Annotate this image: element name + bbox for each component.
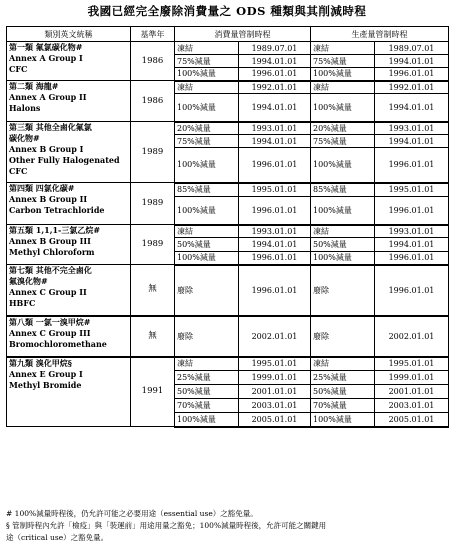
consumption-action-cell: 20%減量 [175, 122, 239, 135]
table-row [7, 183, 449, 197]
production-action-cell: 50%減量 [311, 238, 375, 252]
footnotes [6, 508, 448, 544]
consumption-action-cell: 70%減量 [175, 399, 239, 413]
consumption-date-cell: 1989.07.01 [239, 42, 311, 55]
production-date-cell: 2002.01.01 [375, 316, 449, 357]
consumption-action-cell: 100%減量 [175, 68, 239, 81]
footnote-critical-use: 途（critical use）之豁免量。 [6, 533, 109, 542]
production-action-cell: 凍結 [311, 225, 375, 238]
category-line: Halons [9, 103, 41, 113]
category-line: 第五類 1,1,1-三氯乙烷# [9, 225, 101, 235]
category-line: 第四類 四氯化碳# [9, 183, 75, 193]
production-date-cell: 1992.01.01 [375, 81, 449, 94]
production-action-cell: 50%減量 [311, 385, 375, 399]
table-row [7, 122, 449, 135]
base-year-cell: 無 [131, 316, 175, 357]
consumption-action-cell: 100%減量 [175, 197, 239, 225]
production-date-cell: 1999.01.01 [375, 371, 449, 385]
production-date-cell: 1993.01.01 [375, 122, 449, 135]
table-row [7, 81, 449, 94]
production-date-cell: 1996.01.01 [375, 148, 449, 183]
consumption-action-cell: 100%減量 [175, 148, 239, 183]
consumption-date-cell: 1996.01.01 [239, 252, 311, 265]
category-cell [7, 122, 131, 183]
category-line: 第三類 其他全鹵化氟氯 [9, 122, 92, 132]
consumption-action-cell: 100%減量 [175, 94, 239, 122]
category-line: 第二類 海龍# [9, 81, 59, 91]
production-date-cell: 2003.01.01 [375, 399, 449, 413]
base-year-cell: 1986 [131, 42, 175, 81]
production-action-cell: 100%減量 [311, 148, 375, 183]
table-body [7, 42, 449, 427]
consumption-date-cell: 2005.01.01 [239, 413, 311, 427]
consumption-date-cell: 1996.01.01 [239, 197, 311, 225]
category-line: Methyl Bromide [9, 379, 82, 390]
category-cell [7, 265, 131, 316]
consumption-action-cell: 100%減量 [175, 413, 239, 427]
category-line: 第一類 氟氯碳化物# [9, 42, 83, 52]
category-line: Annex B Group I [9, 144, 84, 154]
table-row [7, 42, 449, 55]
footnote-quarantine: § 管制時程內允許「檢疫」與「裝運前」用途用量之豁免；100%減量時程後，允許可能之關鍵用 [6, 521, 327, 530]
header-base-year: 基準年 [131, 27, 175, 42]
production-date-cell: 1994.01.01 [375, 55, 449, 68]
category-line: Annex A Group I [9, 53, 83, 63]
consumption-date-cell: 1996.01.01 [239, 68, 311, 81]
category-line: Bromochloromethane [9, 338, 107, 349]
category-line: Annex B Group II [9, 194, 88, 204]
base-year-cell: 1989 [131, 183, 175, 225]
category-line: Annex E Group I [9, 368, 83, 379]
production-date-cell: 1995.01.01 [375, 357, 449, 371]
consumption-action-cell: 凍結 [175, 225, 239, 238]
category-line: 第七類 其他不完全鹵化 [9, 265, 92, 275]
production-action-cell: 75%減量 [311, 135, 375, 148]
category-line: 氟溴化物# [9, 276, 48, 286]
base-year-cell: 無 [131, 265, 175, 316]
category-line: 碳化物# [9, 133, 40, 143]
header-consumption: 消費量管制時程 [175, 27, 311, 42]
base-year-cell: 1991 [131, 357, 175, 427]
production-date-cell: 1993.01.01 [375, 225, 449, 238]
table-row [7, 265, 449, 316]
category-line: CFC [9, 166, 28, 176]
category-line: Annex B Group III [9, 236, 91, 246]
production-date-cell: 1994.01.01 [375, 135, 449, 148]
production-action-cell: 75%減量 [311, 55, 375, 68]
production-action-cell: 100%減量 [311, 413, 375, 427]
header-category: 類別英文統稱 [7, 27, 131, 42]
category-line: Carbon Tetrachloride [9, 205, 105, 215]
production-action-cell: 廢除 [311, 265, 375, 316]
production-action-cell: 20%減量 [311, 122, 375, 135]
table-row [7, 316, 449, 357]
table-header-row [7, 27, 449, 42]
table-row [7, 225, 449, 238]
production-action-cell: 85%減量 [311, 183, 375, 197]
consumption-action-cell: 廢除 [175, 265, 239, 316]
consumption-action-cell: 75%減量 [175, 135, 239, 148]
category-line: Annex A Group II [9, 92, 87, 102]
consumption-date-cell: 1994.01.01 [239, 55, 311, 68]
consumption-action-cell: 廢除 [175, 316, 239, 357]
table-row [7, 357, 449, 371]
consumption-action-cell: 凍結 [175, 357, 239, 371]
production-action-cell: 凍結 [311, 42, 375, 55]
category-line: Annex C Group II [9, 287, 87, 297]
category-line: 第八類 一氯一溴甲烷# [9, 316, 91, 327]
consumption-date-cell: 2002.01.01 [239, 316, 311, 357]
production-action-cell: 100%減量 [311, 252, 375, 265]
consumption-date-cell: 1994.01.01 [239, 238, 311, 252]
production-date-cell: 1994.01.01 [375, 238, 449, 252]
consumption-date-cell: 1995.01.01 [239, 357, 311, 371]
consumption-action-cell: 100%減量 [175, 252, 239, 265]
production-date-cell: 1996.01.01 [375, 68, 449, 81]
category-line: CFC [9, 64, 28, 74]
production-action-cell: 凍結 [311, 357, 375, 371]
production-action-cell: 凍結 [311, 81, 375, 94]
base-year-cell: 1989 [131, 225, 175, 265]
production-action-cell: 100%減量 [311, 94, 375, 122]
consumption-date-cell: 1993.01.01 [239, 225, 311, 238]
consumption-date-cell: 2001.01.01 [239, 385, 311, 399]
production-action-cell: 100%減量 [311, 68, 375, 81]
category-line: HBFC [9, 298, 36, 308]
consumption-action-cell: 凍結 [175, 81, 239, 94]
base-year-cell: 1986 [131, 81, 175, 122]
category-cell [7, 81, 131, 122]
production-date-cell: 1996.01.01 [375, 252, 449, 265]
production-action-cell: 廢除 [311, 316, 375, 357]
category-line: Other Fully Halogenated [9, 155, 120, 165]
production-date-cell: 2001.01.01 [375, 385, 449, 399]
category-line: 第九類 溴化甲烷§ [9, 357, 72, 368]
footnote-essential-use: # 100%減量時程後，仍允許可能之必要用途（essential use）之豁免量。 [6, 509, 258, 518]
page-title: 我國已經完全廢除消費量之 ODS 種類與其削減時程 [87, 4, 367, 18]
production-date-cell: 1996.01.01 [375, 265, 449, 316]
header-production: 生產量管制時程 [311, 27, 449, 42]
consumption-date-cell: 1996.01.01 [239, 148, 311, 183]
consumption-date-cell: 1994.01.01 [239, 94, 311, 122]
production-date-cell: 1995.01.01 [375, 183, 449, 197]
consumption-action-cell: 25%減量 [175, 371, 239, 385]
ods-schedule-table [6, 26, 449, 428]
production-date-cell: 2005.01.01 [375, 413, 449, 427]
production-date-cell: 1989.07.01 [375, 42, 449, 55]
production-action-cell: 100%減量 [311, 197, 375, 225]
consumption-action-cell: 75%減量 [175, 55, 239, 68]
category-cell [7, 42, 131, 81]
category-cell [7, 183, 131, 225]
consumption-date-cell: 1994.01.01 [239, 135, 311, 148]
category-line: Methyl Chloroform [9, 247, 95, 257]
category-cell [7, 225, 131, 265]
production-date-cell: 1996.01.01 [375, 197, 449, 225]
consumption-action-cell: 85%減量 [175, 183, 239, 197]
category-cell [7, 316, 131, 357]
production-action-cell: 25%減量 [311, 371, 375, 385]
base-year-cell: 1989 [131, 122, 175, 183]
consumption-date-cell: 1992.01.01 [239, 81, 311, 94]
production-action-cell: 70%減量 [311, 399, 375, 413]
consumption-date-cell: 1995.01.01 [239, 183, 311, 197]
consumption-date-cell: 1993.01.01 [239, 122, 311, 135]
consumption-date-cell: 1996.01.01 [239, 265, 311, 316]
category-line: Annex C Group III [9, 327, 91, 338]
consumption-action-cell: 凍結 [175, 42, 239, 55]
category-cell [7, 357, 131, 427]
consumption-action-cell: 50%減量 [175, 385, 239, 399]
consumption-date-cell: 1999.01.01 [239, 371, 311, 385]
consumption-date-cell: 2003.01.01 [239, 399, 311, 413]
consumption-action-cell: 50%減量 [175, 238, 239, 252]
production-date-cell: 1994.01.01 [375, 94, 449, 122]
